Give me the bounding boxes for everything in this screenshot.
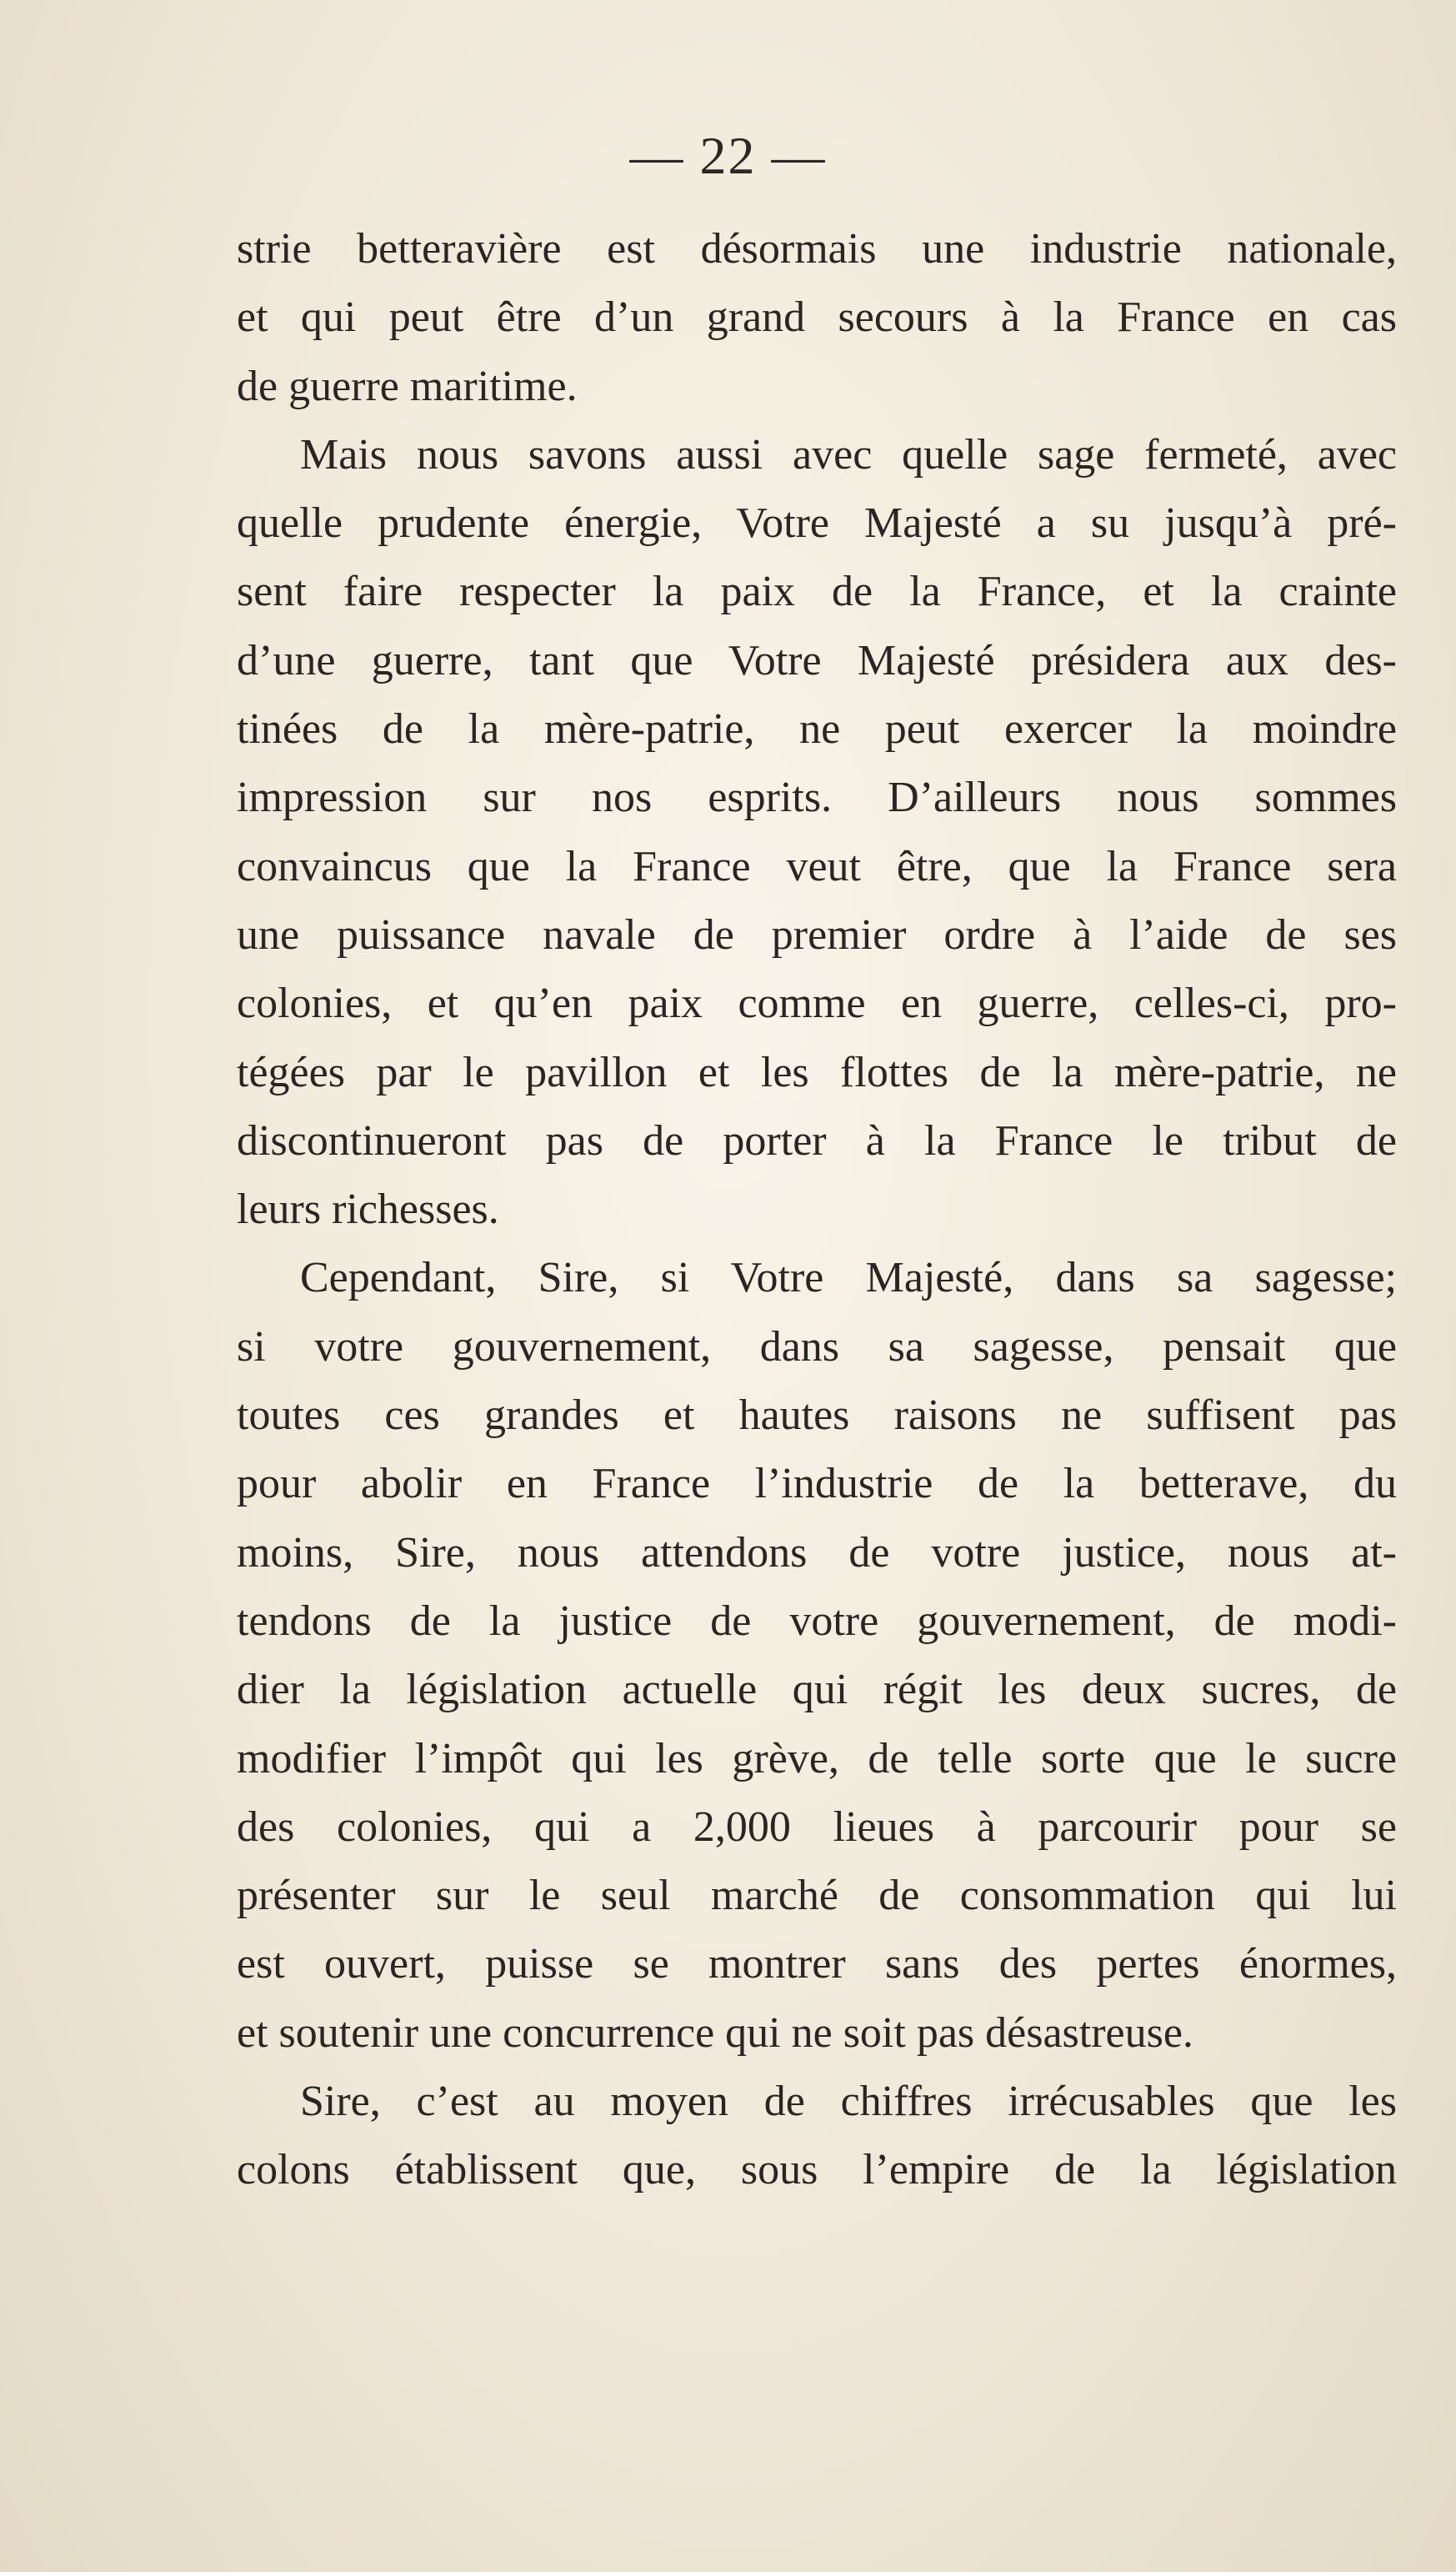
text-line: des colonies, qui a 2,000 lieues à parcourir pour se xyxy=(237,1802,1397,1851)
text-line: Mais nous savons aussi avec quelle sage fermeté, avec xyxy=(300,430,1397,479)
text-line: tinées de la mère-patrie, ne peut exercer la moindre xyxy=(237,705,1397,754)
text-line: présenter sur le seul marché de consommation qui lui xyxy=(237,1872,1397,1920)
text-line: tégées par le pavillon et les flottes de la mère-patrie, ne xyxy=(237,1048,1397,1096)
text-line: Cependant, Sire, si Votre Majesté, dans sa sagesse; xyxy=(300,1254,1397,1302)
text-line: discontinueront pas de porter à la France le tribut de xyxy=(237,1116,1397,1165)
text-line: de guerre maritime. xyxy=(237,362,578,410)
text-line: colonies, et qu’en paix comme en guerre, celles-ci, pro- xyxy=(237,980,1397,1028)
text-line: toutes ces grandes et hautes raisons ne suffisent pas xyxy=(237,1391,1397,1440)
text-line: et soutenir une concurrence qui ne soit pas désastreuse. xyxy=(237,2008,1193,2057)
page-number: — 22 — xyxy=(629,126,827,185)
text-line: et qui peut être d’un grand secours à la France en cas xyxy=(237,293,1397,342)
text-line: dier la législation actuelle qui régit les deux sucres, de xyxy=(237,1666,1397,1714)
text-line: est ouvert, puisse se montrer sans des pertes énormes, xyxy=(237,1940,1397,1988)
text-line: une puissance navale de premier ordre à l’aide de ses xyxy=(237,910,1397,959)
text-line: pour abolir en France l’industrie de la betterave, du xyxy=(237,1460,1397,1508)
body-text xyxy=(237,215,1397,2205)
text-line: tendons de la justice de votre gouvernement, de modi- xyxy=(237,1597,1397,1645)
text-line: modifier l’impôt qui les grève, de telle sorte que le sucre xyxy=(237,1734,1397,1782)
text-line: Sire, c’est au moyen de chiffres irrécusables que les xyxy=(300,2078,1397,2126)
text-line: impression sur nos esprits. D’ailleurs nous sommes xyxy=(237,774,1397,822)
text-line: colons établissent que, sous l’empire de la législation xyxy=(237,2146,1397,2194)
text-line: quelle prudente énergie, Votre Majesté a su jusqu’à pré- xyxy=(237,499,1397,548)
text-line: strie betteravière est désormais une industrie nationale, xyxy=(237,225,1397,273)
text-line: convaincus que la France veut être, que la France sera xyxy=(237,842,1397,890)
text-line: d’une guerre, tant que Votre Majesté présidera aux des- xyxy=(237,636,1397,684)
text-line: si votre gouvernement, dans sa sagesse, pensait que xyxy=(237,1322,1397,1371)
text-line: leurs richesses. xyxy=(237,1186,499,1234)
text-line: sent faire respecter la paix de la France, et la crainte xyxy=(237,568,1397,616)
text-line: moins, Sire, nous attendons de votre justice, nous at- xyxy=(237,1528,1397,1577)
